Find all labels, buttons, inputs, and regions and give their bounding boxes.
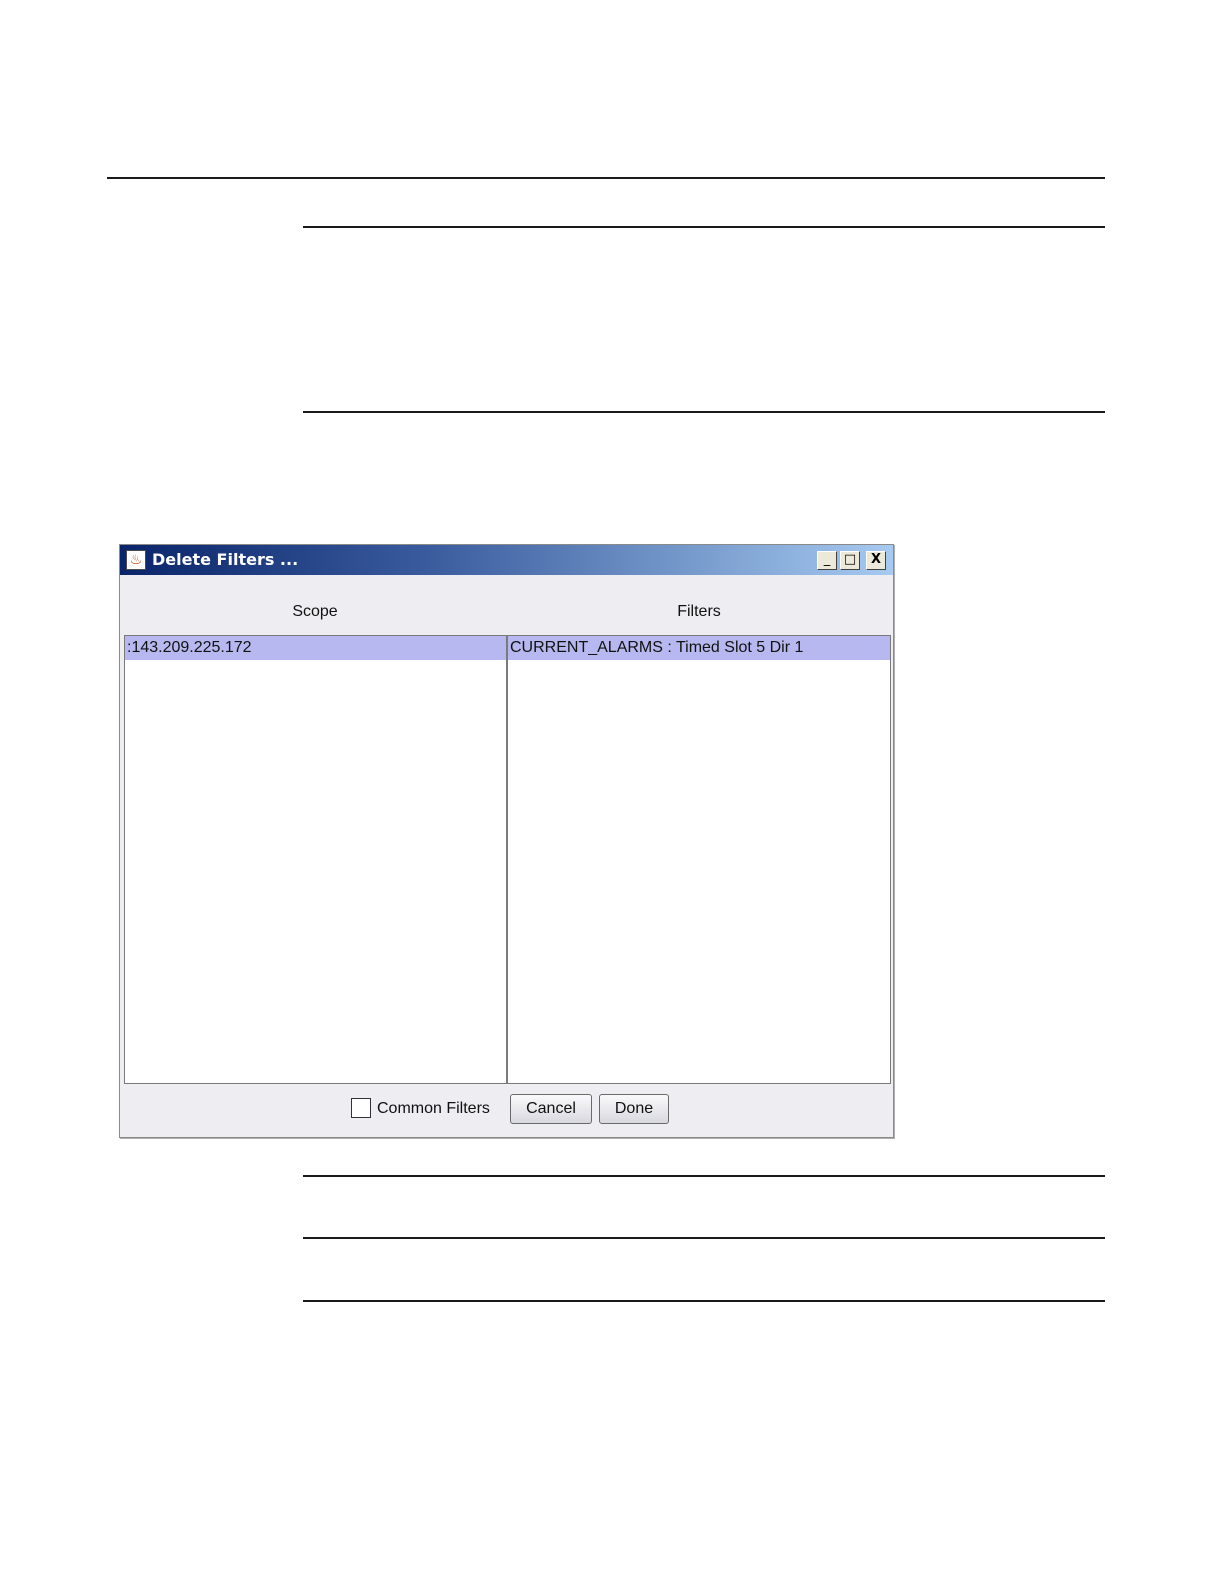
dialog-footer (120, 1085, 893, 1137)
filters-list[interactable] (507, 635, 891, 1084)
java-cup-icon[interactable]: ♨ (126, 550, 146, 570)
scope-column-header: Scope (292, 603, 338, 620)
common-filters-checkbox[interactable] (351, 1098, 371, 1118)
window-title: Delete Filters ... (152, 550, 299, 569)
section-rule (303, 1175, 1105, 1177)
section-rule (303, 411, 1105, 413)
maximize-button[interactable]: □ (840, 551, 860, 570)
scope-list[interactable] (124, 635, 508, 1084)
common-filters-label[interactable]: Common Filters (377, 1100, 490, 1117)
section-rule (303, 1237, 1105, 1239)
close-button[interactable]: X (866, 551, 886, 570)
filters-column-header: Filters (677, 603, 721, 620)
cancel-button[interactable]: Cancel (510, 1094, 592, 1124)
title-bar[interactable] (120, 545, 893, 575)
done-button[interactable]: Done (599, 1094, 669, 1124)
section-rule (303, 1300, 1105, 1302)
page-header-rule (107, 177, 1105, 179)
minimize-button[interactable]: _ (817, 551, 837, 570)
filters-list-item[interactable]: CURRENT_ALARMS : Timed Slot 5 Dir 1 (508, 636, 890, 660)
section-rule (303, 226, 1105, 228)
scope-list-item[interactable]: :143.209.225.172 (125, 636, 506, 660)
delete-filters-dialog (119, 544, 894, 1138)
